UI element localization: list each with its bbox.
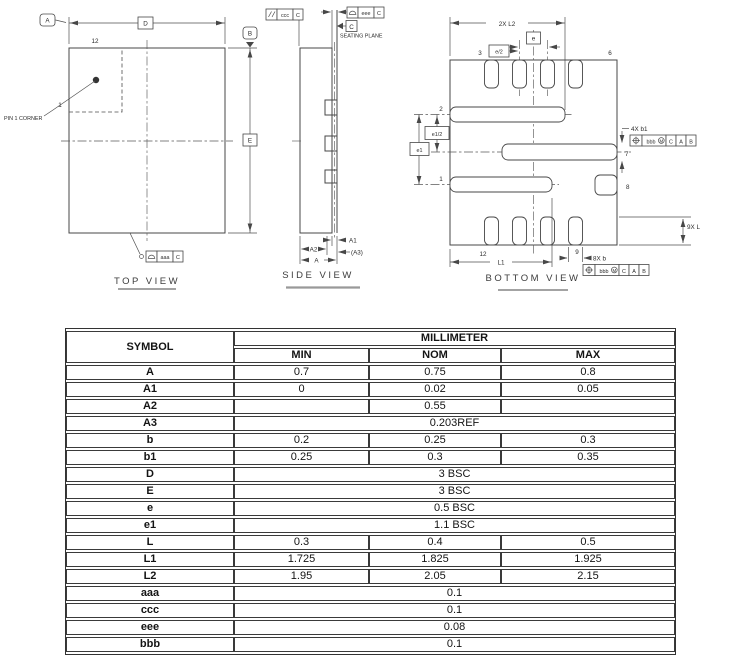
nom-cell: 0.75 (369, 365, 501, 380)
pin6-number: 6 (608, 50, 612, 57)
nom-cell: 0.02 (369, 382, 501, 397)
seating-plane-label: SEATING PLANE (340, 33, 383, 40)
fcf-b-datum3: B (642, 268, 646, 275)
pad-pin9 (569, 217, 583, 245)
table-row (66, 365, 675, 380)
symbol-cell: A1 (66, 382, 234, 397)
max-cell: 2.15 (501, 569, 675, 584)
dim-9xl-label: 9X L (687, 224, 700, 231)
pad-pin1 (450, 177, 552, 192)
min-cell: 1.95 (234, 569, 369, 584)
max-header: MAX (501, 348, 675, 363)
min-cell (234, 399, 369, 414)
pad-pin11 (513, 217, 527, 245)
symbol-cell: L (66, 535, 234, 550)
fcf-aaa-tolerance: aaa (160, 255, 170, 262)
dim-a1-label: A1 (349, 237, 357, 245)
package-outline-side (300, 48, 332, 233)
pad-pin3 (485, 60, 499, 88)
symbol-cell: L2 (66, 569, 234, 584)
pin1-number: 1 (439, 176, 443, 183)
pin3-number: 3 (478, 50, 482, 57)
symbol-cell: aaa (66, 586, 234, 601)
table-row (66, 569, 675, 584)
span-cell: 0.5 BSC (234, 501, 675, 516)
nom-cell: 0.4 (369, 535, 501, 550)
symbol-cell: eee (66, 620, 234, 635)
dim-4xb1-label: 4X b1 (631, 126, 648, 133)
table-row (66, 399, 675, 414)
min-cell: 0.7 (234, 365, 369, 380)
side-view-title: SIDE VIEW (282, 270, 354, 281)
datum-a-label: A (45, 17, 50, 25)
dim-e1-half-label: e1/2 (431, 131, 443, 138)
fcf-eee-datum: C (377, 11, 381, 18)
max-cell: 0.05 (501, 382, 675, 397)
dim-a2-label: A2 (309, 246, 318, 254)
symbol-cell: e1 (66, 518, 234, 533)
fcf-b1-datum2: A (679, 139, 683, 146)
side-view (266, 7, 384, 288)
table-row (66, 467, 675, 482)
symbol-cell: D (66, 467, 234, 482)
fcf-b-modifier: M (612, 267, 617, 273)
pad-pin7 (502, 144, 617, 160)
pin9-number: 9 (575, 249, 579, 256)
fcf-b-datum1: C (622, 268, 626, 275)
span-cell: 0.08 (234, 620, 675, 635)
min-cell: 1.725 (234, 552, 369, 567)
top-view-title: TOP VIEW (113, 276, 181, 287)
terminal-lead (325, 100, 337, 115)
table-row (66, 603, 675, 618)
min-cell: 0 (234, 382, 369, 397)
pad-pin4 (513, 60, 527, 88)
table-row (66, 637, 675, 652)
dim-8xb-label: 8X b (593, 255, 606, 263)
nom-header: NOM (369, 348, 501, 363)
fcf-b1-datum3: B (689, 139, 693, 146)
dim-e1-label: e1 (416, 147, 423, 154)
fcf-eee-tolerance: eee (361, 11, 371, 18)
dim-a-label: A (314, 257, 319, 265)
top-view (4, 14, 257, 289)
terminal-lead (325, 136, 337, 151)
dim-a3-label: (A3) (351, 249, 363, 257)
nom-cell: 0.55 (369, 399, 501, 414)
min-cell: 0.25 (234, 450, 369, 465)
fcf-b-tolerance: bbb (599, 268, 609, 275)
fcf-b-datum2: A (632, 268, 636, 275)
fcf-b1-datum1: C (669, 139, 673, 146)
symbol-cell: A (66, 365, 234, 380)
pad-pin6 (569, 60, 583, 88)
dimension-table (65, 328, 676, 655)
symbol-cell: L1 (66, 552, 234, 567)
nom-cell: 0.3 (369, 450, 501, 465)
symbol-cell: A3 (66, 416, 234, 431)
pin12-number: 12 (91, 38, 99, 45)
pin2-number: 2 (439, 106, 443, 113)
pad-pin10 (541, 217, 555, 245)
table-row (66, 552, 675, 567)
table-header-row (66, 331, 675, 346)
table-row (66, 586, 675, 601)
pad-pin5 (541, 60, 555, 88)
span-cell: 3 BSC (234, 484, 675, 499)
min-cell: 0.2 (234, 433, 369, 448)
span-cell: 1.1 BSC (234, 518, 675, 533)
bottom-view (410, 17, 700, 290)
table-row (66, 535, 675, 550)
nom-cell: 1.825 (369, 552, 501, 567)
pin1-number: 1 (58, 102, 62, 109)
span-cell: 3 BSC (234, 467, 675, 482)
span-cell: 0.1 (234, 603, 675, 618)
dim-2xl2-label: 2X L2 (498, 20, 516, 28)
symbol-cell: E (66, 484, 234, 499)
table-row (66, 501, 675, 516)
fcf-b1-modifier: M (659, 138, 664, 144)
pin8-number: 8 (626, 184, 630, 191)
symbol-cell: ccc (66, 603, 234, 618)
span-cell: 0.1 (234, 586, 675, 601)
nom-cell: 2.05 (369, 569, 501, 584)
symbol-cell: A2 (66, 399, 234, 414)
span-cell: 0.1 (234, 637, 675, 652)
fcf-b (583, 265, 649, 276)
pad-pin2 (450, 107, 565, 122)
max-cell: 0.8 (501, 365, 675, 380)
max-cell: 0.35 (501, 450, 675, 465)
span-cell: 0.203REF (234, 416, 675, 431)
datum-b-label: B (247, 30, 253, 38)
fcf-aaa (146, 251, 183, 262)
table-row (66, 416, 675, 431)
fcf-aaa-datum: C (176, 255, 180, 262)
dim-e-label: e (531, 35, 536, 43)
datum-c-label: C (349, 23, 354, 31)
symbol-cell: bbb (66, 637, 234, 652)
dim-l1-label: L1 (497, 259, 505, 267)
max-cell (501, 399, 675, 414)
table-row (66, 382, 675, 397)
symbol-header: SYMBOL (66, 331, 234, 363)
pin7-number: 7 (625, 151, 629, 158)
dim-e-label: E (247, 137, 253, 145)
dim-d-label: D (143, 20, 148, 28)
table-row (66, 450, 675, 465)
min-header: MIN (234, 348, 369, 363)
datum-c-triangle-icon (337, 23, 343, 29)
min-cell: 0.3 (234, 535, 369, 550)
fcf-ccc (266, 9, 303, 20)
table-row (66, 620, 675, 635)
bottom-view-title: BOTTOM VIEW (485, 273, 581, 284)
max-cell: 0.3 (501, 433, 675, 448)
pin12-number: 12 (479, 251, 487, 258)
terminal-lead (325, 170, 337, 183)
symbol-cell: e (66, 501, 234, 516)
fcf-b1-tolerance: bbb (646, 139, 656, 146)
max-cell: 0.5 (501, 535, 675, 550)
pad-pin12 (485, 217, 499, 245)
max-cell: 1.925 (501, 552, 675, 567)
symbol-cell: b (66, 433, 234, 448)
fcf-ccc-datum: C (296, 13, 300, 20)
pin1-corner-label: PIN 1 CORNER (4, 116, 43, 122)
millimeter-header: MILLIMETER (234, 331, 675, 346)
table-row (66, 433, 675, 448)
dim-e-half-label: e/2 (495, 49, 503, 56)
fcf-b1 (630, 135, 696, 146)
datum-b-triangle-icon (246, 42, 254, 48)
table-row (66, 518, 675, 533)
symbol-cell: b1 (66, 450, 234, 465)
pad-pin8 (595, 175, 617, 195)
table-row (66, 484, 675, 499)
fcf-ccc-tolerance: ccc (280, 13, 290, 20)
drawing-canvas (0, 0, 731, 322)
fcf-eee (347, 7, 384, 18)
nom-cell: 0.25 (369, 433, 501, 448)
